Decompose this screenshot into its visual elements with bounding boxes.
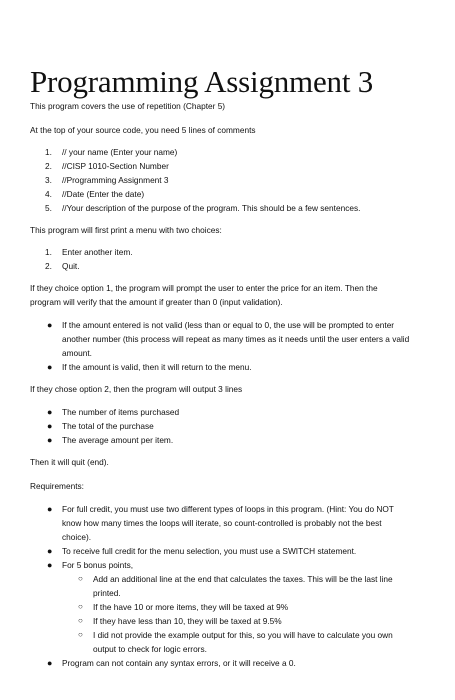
document-title: Programming Assignment 3: [30, 64, 374, 99]
list-text: know how many times the loops will iterate, so count-controlled is probably not the best: [62, 518, 382, 528]
list-text: Enter another item.: [62, 247, 133, 257]
bullet-icon: ●: [47, 435, 53, 445]
bullet-icon: ●: [47, 407, 53, 417]
list-text: The average amount per item.: [62, 435, 174, 445]
comments-intro: At the top of your source code, you need 5 lines of comments: [30, 125, 256, 135]
list-text: //Your description of the purpose of the program. This should be a few sentences.: [62, 203, 361, 213]
bullet-icon: ●: [47, 560, 53, 570]
list-number: 2.: [45, 261, 52, 271]
list-text: To receive full credit for the menu selection, you must use a SWITCH statement.: [62, 546, 357, 556]
bullet-icon: ●: [47, 320, 53, 330]
list-text: //CISP 1010-Section Number: [62, 161, 169, 171]
bullet-icon: ●: [47, 421, 53, 431]
intro-text: This program covers the use of repetition (Chapter 5): [30, 101, 226, 111]
list-text: // your name (Enter your name): [62, 147, 178, 157]
list-text: another number (this process will repeat as many times as it needs until the user enters a valid: [62, 334, 410, 344]
list-number: 2.: [45, 161, 52, 171]
list-number: 4.: [45, 189, 52, 199]
bullet-icon: ●: [47, 658, 53, 668]
bullet-icon: ●: [47, 546, 53, 556]
list-number: 3.: [45, 175, 52, 185]
list-text: Quit.: [62, 261, 80, 271]
list-text: Program can not contain any syntax errors, or it will receive a 0.: [62, 658, 296, 668]
list-text: If they have less than 10, they will be taxed at 9.5%: [93, 616, 282, 626]
option1-paragraph-line: program will verify that the amount if greater than 0 (input validation).: [30, 297, 283, 307]
bullet-icon: ●: [47, 362, 53, 372]
requirements-heading: Requirements:: [30, 481, 84, 491]
list-text: amount.: [62, 348, 92, 358]
list-text: printed.: [93, 588, 121, 598]
list-text: If the have 10 or more items, they will be taxed at 9%: [93, 602, 289, 612]
sub-bullet-icon: ○: [78, 574, 83, 583]
list-text: output to check for logic errors.: [93, 644, 207, 654]
list-text: For full credit, you must use two different types of loops in this program. (Hint: You do NOT: [62, 504, 394, 514]
list-text: For 5 bonus points,: [62, 560, 134, 570]
list-text: //Date (Enter the date): [62, 189, 145, 199]
option2-paragraph: If they chose option 2, then the program will output 3 lines: [30, 384, 243, 394]
list-text: Add an additional line at the end that calculates the taxes. This will be the last line: [93, 574, 393, 584]
list-text: The total of the purchase: [62, 421, 154, 431]
menu-intro: This program will first print a menu with two choices:: [30, 225, 222, 235]
sub-bullet-icon: ○: [78, 602, 83, 611]
list-text: choice).: [62, 532, 92, 542]
list-text: If the amount is valid, then it will return to the menu.: [62, 362, 252, 372]
list-text: The number of items purchased: [62, 407, 180, 417]
bullet-icon: ●: [47, 504, 53, 514]
sub-bullet-icon: ○: [78, 616, 83, 625]
list-text: //Programming Assignment 3: [62, 175, 169, 185]
option1-paragraph-line: If they choice option 1, the program will prompt the user to enter the price for an item. Then the: [30, 283, 378, 293]
list-number: 5.: [45, 203, 52, 213]
list-text: I did not provide the example output for this, so you will have to calculate you own: [93, 630, 393, 640]
quit-line: Then it will quit (end).: [30, 457, 109, 467]
sub-bullet-icon: ○: [78, 630, 83, 639]
list-number: 1.: [45, 247, 52, 257]
list-text: If the amount entered is not valid (less than or equal to 0, the use will be prompted to enter: [62, 320, 395, 330]
list-number: 1.: [45, 147, 52, 157]
